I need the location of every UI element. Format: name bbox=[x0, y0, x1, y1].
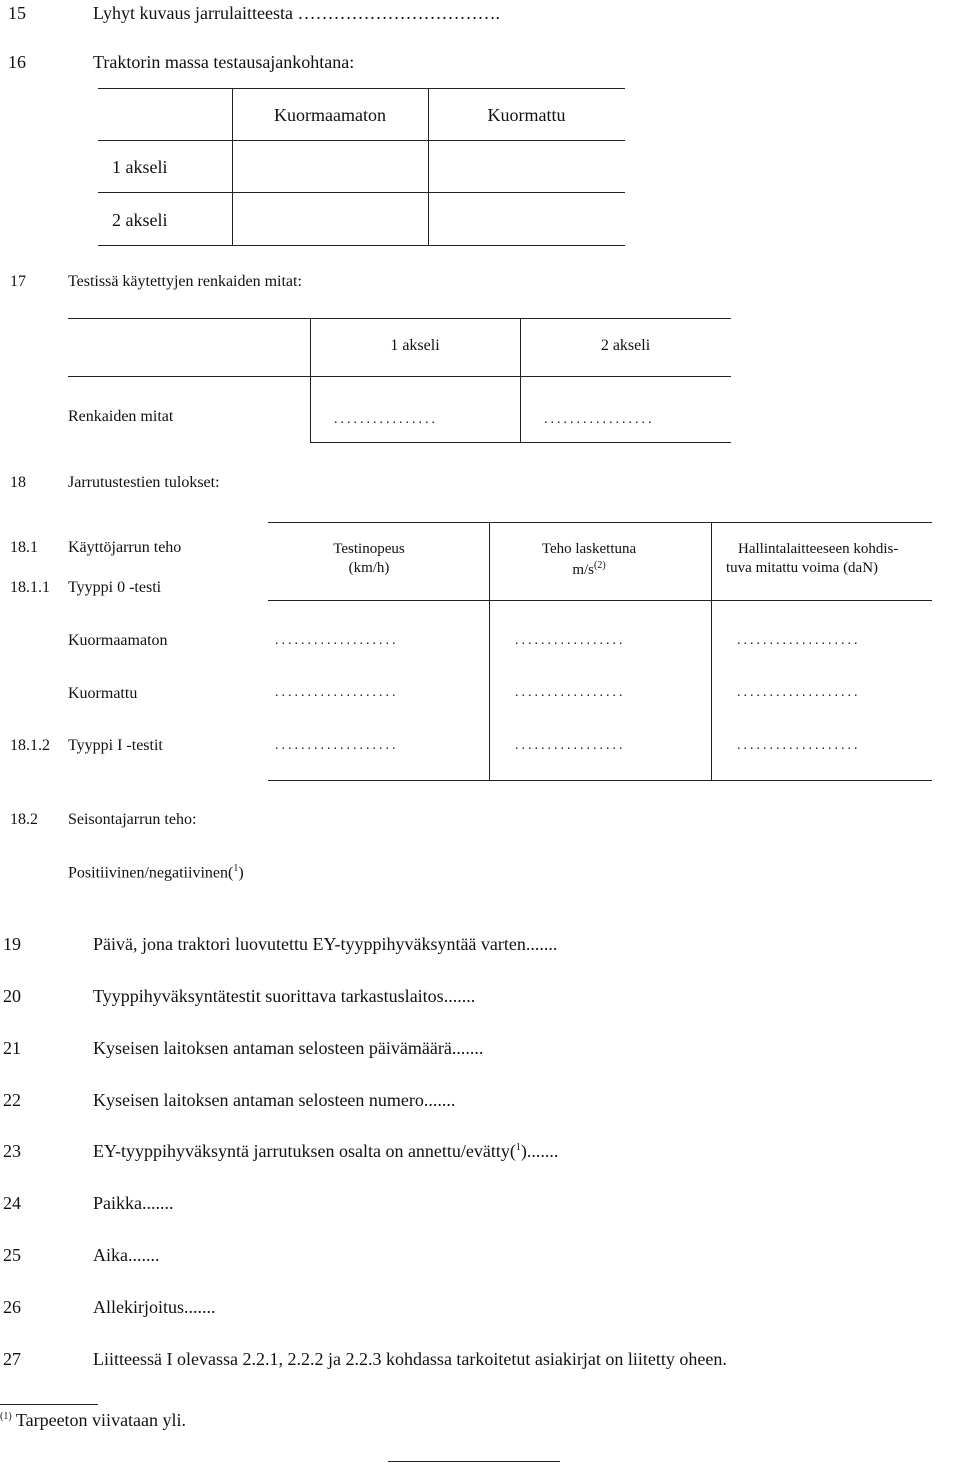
row-label-axle-1: 1 akseli bbox=[112, 157, 168, 177]
item-23-footnote-ref: 1 bbox=[515, 1142, 521, 1153]
item-23-line bbox=[93, 1141, 875, 1162]
blank-speed-unloaded: ................... bbox=[275, 633, 399, 648]
item-18-1-2-number: 18.1.2 bbox=[10, 737, 50, 754]
item-25-number: 25 bbox=[3, 1245, 21, 1265]
blank-power-unloaded: ................. bbox=[515, 633, 626, 648]
item-18-text: Jarrutustestien tulokset: bbox=[68, 474, 220, 491]
table-rule bbox=[98, 192, 625, 193]
blank-force-loaded: ................... bbox=[737, 685, 861, 700]
column-header-test-speed: Testinopeus bbox=[333, 541, 405, 557]
item-15-text: Lyhyt kuvaus jarrulaitteesta ……………………………. bbox=[93, 3, 500, 23]
item-24-number: 24 bbox=[3, 1193, 21, 1213]
table-rule bbox=[268, 780, 932, 781]
item-20-text: Tyyppihyväksyntätestit suorittava tarkastuslaitos bbox=[93, 986, 444, 1006]
blank-force-type-i: ................... bbox=[737, 738, 861, 753]
item-16-text: Traktorin massa testausajankohtana: bbox=[93, 52, 355, 72]
item-23-fill: ....... bbox=[526, 1141, 559, 1161]
table-rule bbox=[310, 442, 731, 443]
item-18-1-text: Käyttöjarrun teho bbox=[68, 539, 182, 556]
table-rule bbox=[98, 140, 625, 141]
table-rule bbox=[268, 522, 932, 523]
item-18-1-2-text: Tyyppi I -testit bbox=[68, 737, 163, 754]
item-21-line bbox=[93, 1038, 875, 1059]
item-25-line bbox=[93, 1245, 875, 1266]
footnote-text: Tarpeeton viivataan yli. bbox=[15, 1410, 187, 1430]
item-26-fill: ....... bbox=[184, 1297, 216, 1317]
table-rule bbox=[268, 600, 932, 601]
item-22-text: Kyseisen laitoksen antaman selosteen numero bbox=[93, 1090, 424, 1110]
item-22-line bbox=[93, 1090, 875, 1111]
item-23-text-end: ) bbox=[520, 1141, 527, 1161]
column-header-loaded: Kuormattu bbox=[487, 105, 566, 125]
item-17-number: 17 bbox=[10, 273, 26, 290]
row-label-unloaded: Kuormaamaton bbox=[68, 632, 168, 649]
item-18-1-1-number: 18.1.1 bbox=[10, 579, 50, 596]
item-23-number: 23 bbox=[3, 1141, 21, 1161]
column-header-control-force-unit: tuva mitattu voima (daN) bbox=[726, 560, 879, 576]
footnote-ref-1: 1 bbox=[233, 863, 239, 874]
table-rule bbox=[98, 245, 625, 246]
power-unit: m/s bbox=[572, 562, 594, 578]
item-21-fill: ....... bbox=[451, 1038, 484, 1058]
column-header-unloaded: Kuormaamaton bbox=[274, 105, 386, 125]
blank-axle-1: ................ bbox=[334, 412, 438, 427]
blank-speed-loaded: ................... bbox=[275, 685, 399, 700]
item-24-fill: ....... bbox=[142, 1193, 174, 1213]
footnote-rule bbox=[0, 1404, 98, 1405]
end-rule bbox=[388, 1461, 560, 1462]
column-header-control-force: Hallintalaitteeseen kohdis- bbox=[738, 541, 899, 557]
item-19-line bbox=[93, 934, 875, 955]
item-19-fill: ....... bbox=[525, 934, 558, 954]
item-26-line bbox=[93, 1297, 875, 1318]
blank-axle-2: ................. bbox=[544, 412, 655, 427]
item-22-number: 22 bbox=[3, 1090, 21, 1110]
item-15-number: 15 bbox=[8, 3, 26, 23]
row-label-loaded: Kuormattu bbox=[68, 685, 138, 702]
item-16-number: 16 bbox=[8, 52, 26, 72]
item-25-text: Aika bbox=[93, 1245, 128, 1265]
blank-power-type-i: ................. bbox=[515, 738, 626, 753]
table-divider bbox=[711, 522, 712, 780]
parking-brake-result bbox=[68, 863, 244, 882]
column-header-axle-1: 1 akseli bbox=[390, 337, 440, 354]
row-label-axle-2: 2 akseli bbox=[112, 210, 168, 230]
blank-force-unloaded: ................... bbox=[737, 633, 861, 648]
item-20-fill: ....... bbox=[443, 986, 476, 1006]
item-26-text: Allekirjoitus bbox=[93, 1297, 184, 1317]
footnote-mark: (1) bbox=[0, 1411, 12, 1422]
row-label-tyre-size: Renkaiden mitat bbox=[68, 408, 174, 425]
item-21-text: Kyseisen laitoksen antaman selosteen päivämäärä bbox=[93, 1038, 452, 1058]
table-rule bbox=[68, 318, 731, 319]
item-20-line bbox=[93, 986, 875, 1007]
item-18-2-number: 18.2 bbox=[10, 811, 38, 828]
column-header-calculated-power: Teho laskettuna bbox=[541, 541, 637, 557]
column-header-axle-2: 2 akseli bbox=[600, 337, 651, 354]
item-17-text: Testissä käytettyjen renkaiden mitat: bbox=[68, 273, 302, 290]
item-18-2-text: Seisontajarrun teho: bbox=[68, 811, 197, 828]
item-24-line bbox=[93, 1193, 875, 1214]
item-20-number: 20 bbox=[3, 986, 21, 1006]
footnote bbox=[0, 1410, 186, 1431]
item-18-number: 18 bbox=[10, 474, 26, 491]
item-26-number: 26 bbox=[3, 1297, 21, 1317]
column-header-test-speed-unit: (km/h) bbox=[348, 560, 390, 576]
item-25-fill: ....... bbox=[128, 1245, 160, 1265]
item-22-fill: ....... bbox=[423, 1090, 456, 1110]
item-18-1-1-text: Tyyppi 0 -testi bbox=[68, 579, 162, 596]
item-23-text: EY-tyyppihyväksyntä jarrutuksen osalta on annettu/evätty( bbox=[93, 1141, 516, 1161]
item-27-text: Liitteessä I olevassa 2.2.1, 2.2.2 ja 2.2.3 kohdassa tarkoitetut asiakirjat on liitetty oheen. bbox=[93, 1349, 727, 1369]
item-18-1-number: 18.1 bbox=[10, 539, 38, 556]
blank-speed-type-i: ................... bbox=[275, 738, 399, 753]
item-24-text: Paikka bbox=[93, 1193, 142, 1213]
footnote-ref-2: (2) bbox=[594, 560, 606, 571]
blank-power-loaded: ................. bbox=[515, 685, 626, 700]
item-19-text: Päivä, jona traktori luovutettu EY-tyyppihyväksyntää varten bbox=[93, 934, 526, 954]
item-21-number: 21 bbox=[3, 1038, 21, 1058]
parking-brake-result-text: Positiivinen/negatiivinen( bbox=[68, 864, 234, 882]
table-rule bbox=[68, 376, 731, 377]
item-27-number: 27 bbox=[3, 1349, 21, 1369]
table-rule bbox=[98, 88, 625, 89]
parking-brake-result-close: ) bbox=[238, 864, 244, 882]
column-header-power-unit bbox=[489, 560, 689, 579]
item-19-number: 19 bbox=[3, 934, 21, 954]
